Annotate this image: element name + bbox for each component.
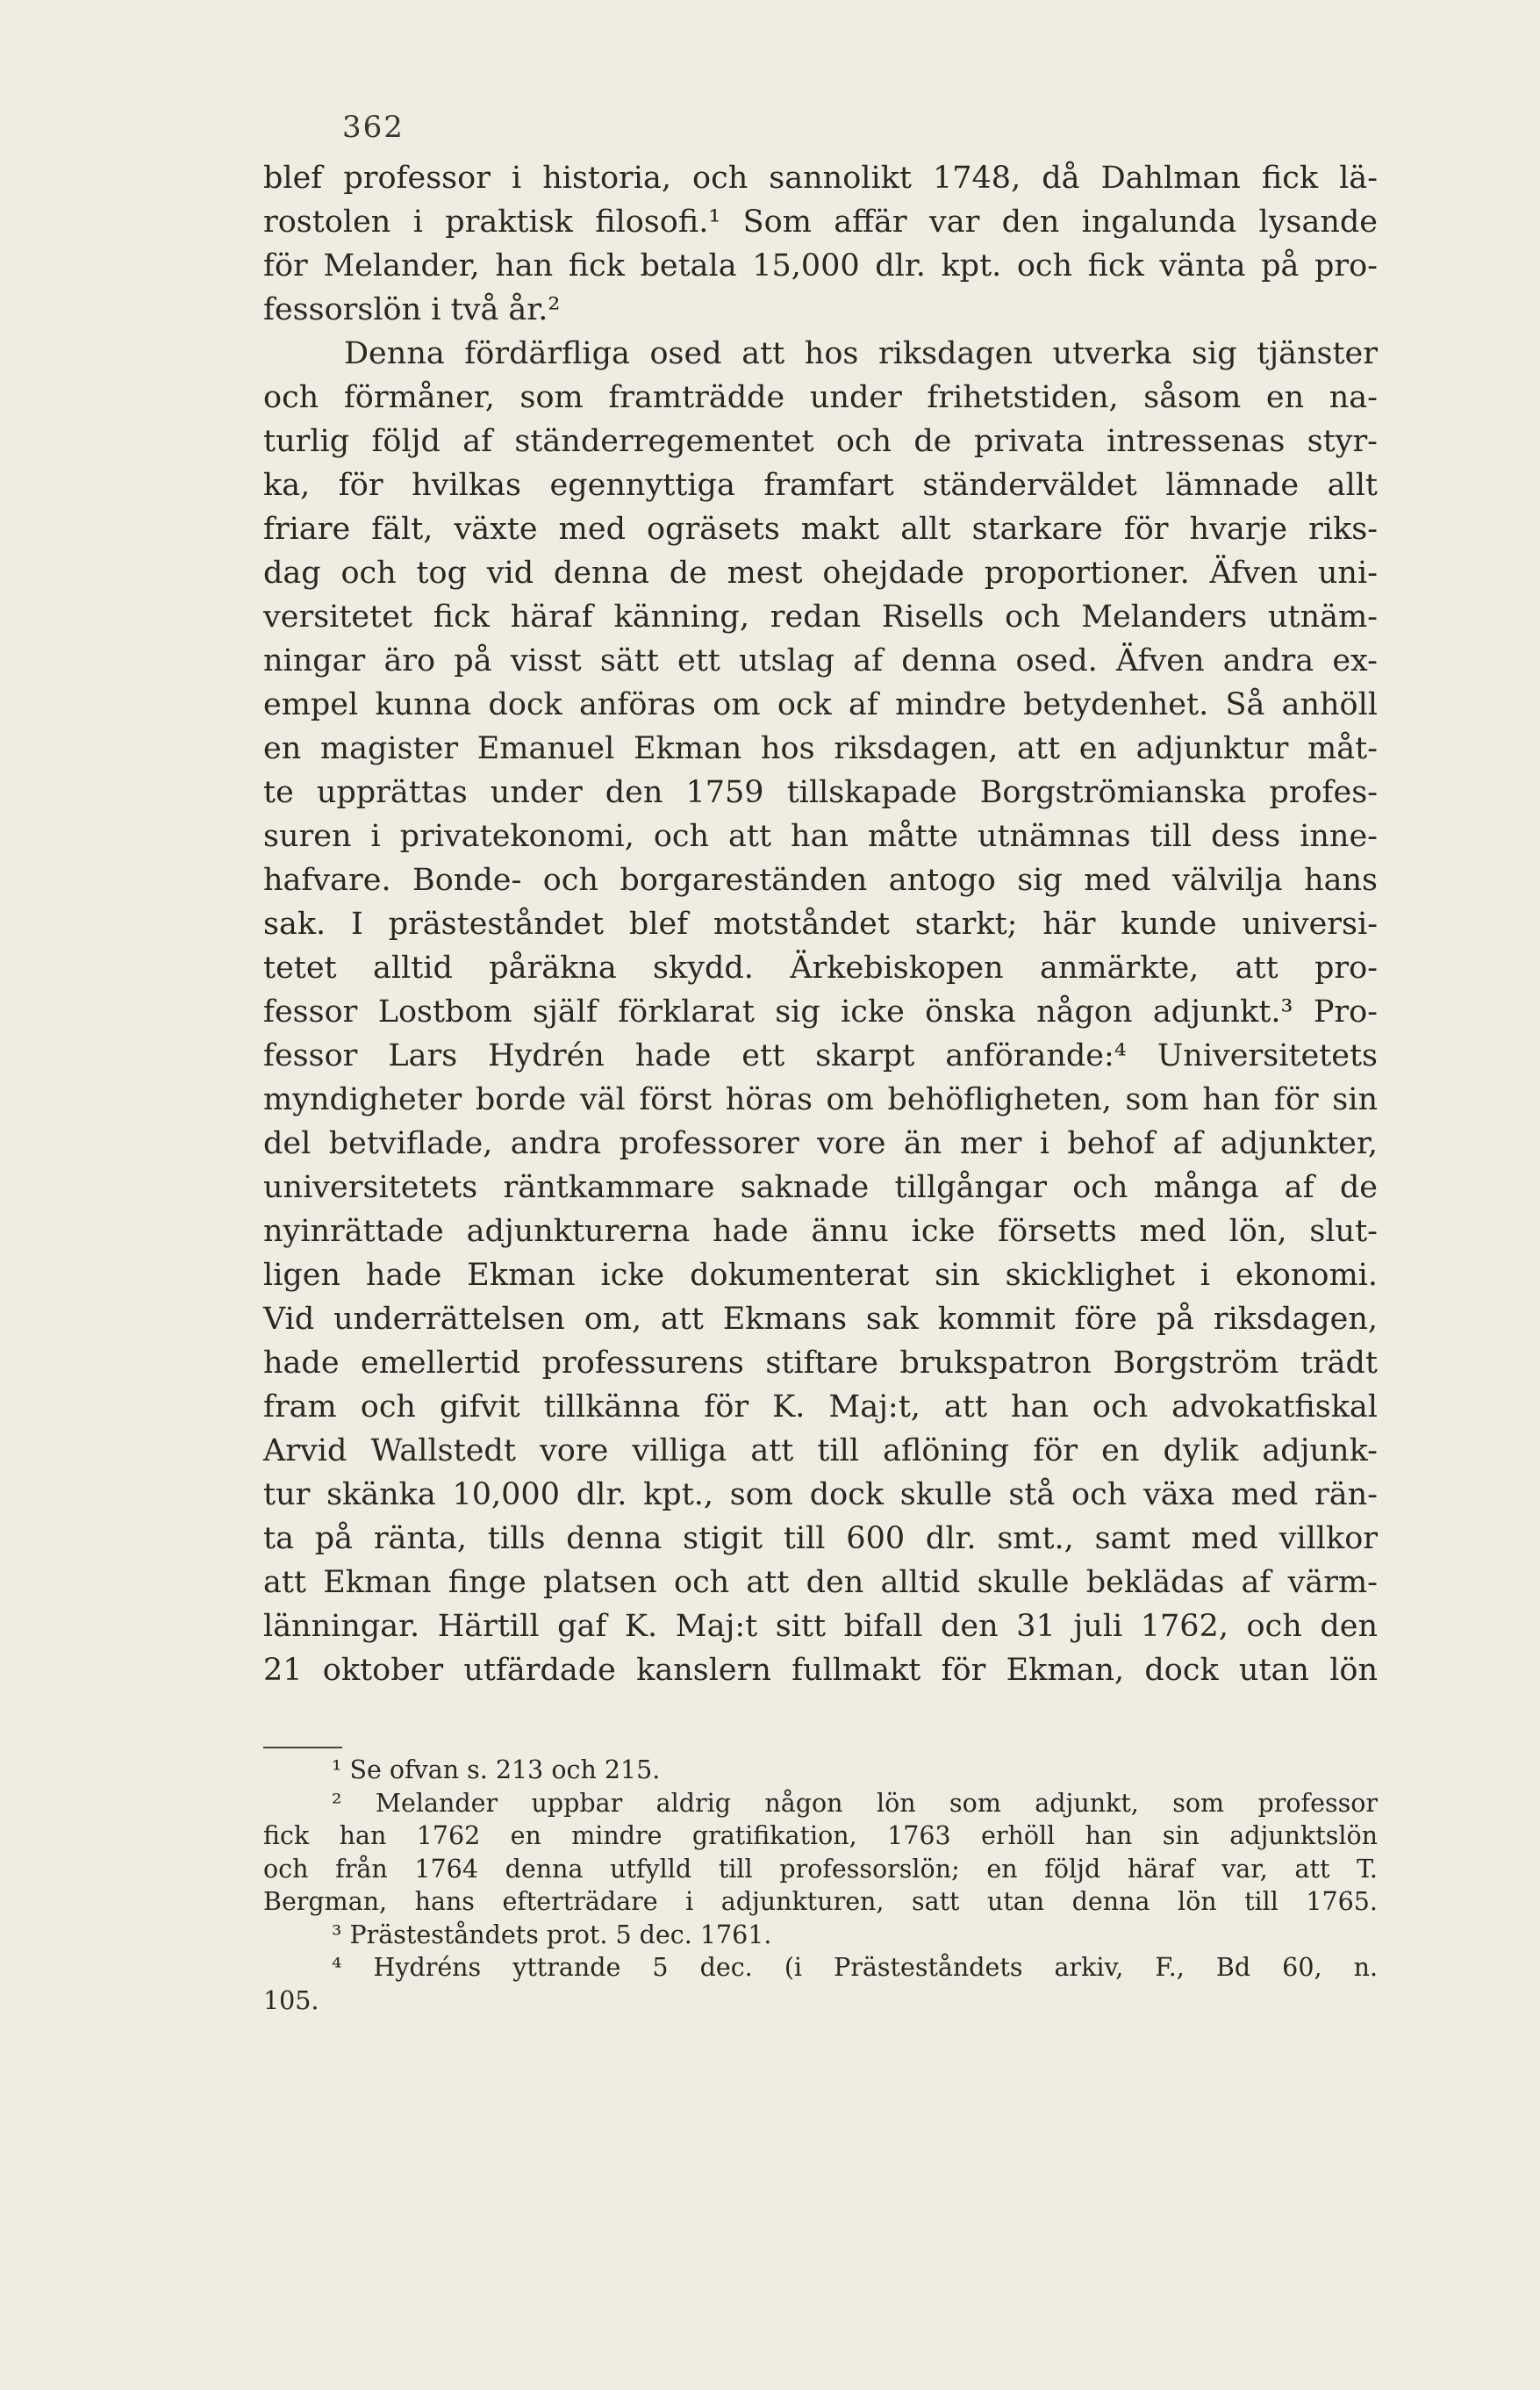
text-line: nyinrättade adjunkturerna hade ännu icke försetts med lön, slut- <box>263 1214 1378 1249</box>
text-line: fram och gifvit tillkänna för K. Maj:t, att han och advokatfiskal <box>263 1389 1378 1425</box>
text-line: friare fält, växte med ogräsets makt allt starkare för hvarje riks- <box>263 512 1378 547</box>
text-line: ka, för hvilkas egennyttiga framfart ständerväldet lämnade allt <box>263 468 1378 503</box>
text-line: hade emellertid professurens stiftare brukspatron Borgström trädt <box>263 1346 1378 1381</box>
footnote-line: Bergman, hans efterträdare i adjunkturen, satt utan denna lön till 1765. <box>263 1887 1378 1916</box>
text-line: Arvid Wallstedt vore villiga att till aflöning för en dylik adjunk- <box>263 1433 1378 1468</box>
text-line: ta på ränta, tills denna stigit till 600 dlr. smt., samt med villkor <box>263 1521 1378 1556</box>
text-line: turlig följd af ständerregementet och de privata intressenas styr- <box>263 424 1378 459</box>
text-line: Denna fördärfliga osed att hos riksdagen utverka sig tjänster <box>344 336 1378 371</box>
text-line: myndigheter borde väl först höras om behöfligheten, som han för sin <box>263 1082 1378 1117</box>
text-line: länningar. Härtill gaf K. Maj:t sitt bifall den 31 juli 1762, och den <box>263 1609 1378 1644</box>
text-line: te upprättas under den 1759 tillskapade Borgströmianska profes- <box>263 775 1378 810</box>
text-line: rostolen i praktisk filosofi.¹ Som affär var den ingalunda lysande <box>263 205 1378 240</box>
text-line: för Melander, han fick betala 15,000 dlr. kpt. och fick vänta på pro- <box>263 248 1378 283</box>
body-text <box>263 156 1378 1692</box>
footnote-line: och från 1764 denna utfylld till professorslön; en följd häraf var, att T. <box>263 1854 1378 1884</box>
footnote-line: ³ Prästeståndets prot. 5 dec. 1761. <box>332 1920 772 1949</box>
footnote-line: 105. <box>263 1985 319 2015</box>
text-line: 21 oktober utfärdade kanslern fullmakt för Ekman, dock utan lön <box>263 1653 1378 1688</box>
text-line: Vid underrättelsen om, att Ekmans sak kommit före på riksdagen, <box>263 1302 1378 1337</box>
text-line: ningar äro på visst sätt ett utslag af denna osed. Äfven andra ex- <box>263 643 1378 678</box>
text-line: och förmåner, som framträdde under frihetstiden, såsom en na- <box>263 380 1378 415</box>
text-line: versitetet fick häraf känning, redan Risells och Melanders utnäm- <box>263 599 1378 635</box>
footnote-line: ¹ Se ofvan s. 213 och 215. <box>332 1755 661 1784</box>
text-line: del betviflade, andra professorer vore än mer i behof af adjunkter, <box>263 1126 1378 1161</box>
footnote-line: ⁴ Hydréns yttrande 5 dec. (i Prästeståndets arkiv, F., Bd 60, n. <box>332 1953 1378 1982</box>
text-line: universitetets räntkammare saknade tillgångar och många af de <box>263 1170 1378 1205</box>
text-line: fessorslön i två år.² <box>263 292 561 327</box>
text-line: en magister Emanuel Ekman hos riksdagen, att en adjunktur måt- <box>263 731 1378 766</box>
text-line: tetet alltid påräkna skydd. Ärkebiskopen anmärkte, att pro- <box>263 951 1378 986</box>
text-line: blef professor i historia, och sannolikt 1748, då Dahlman fick lä- <box>263 161 1378 196</box>
footnotes <box>263 1754 1378 2017</box>
text-line: dag och tog vid denna de mest ohejdade proportioner. Äfven uni- <box>263 556 1378 591</box>
text-line: suren i privatekonomi, och att han måtte utnämnas till dess inne- <box>263 819 1378 854</box>
text-line: att Ekman finge platsen och att den alltid skulle beklädas af värm- <box>263 1565 1378 1600</box>
text-line: tur skänka 10,000 dlr. kpt., som dock skulle stå och växa med rän- <box>263 1477 1378 1512</box>
text-line: sak. I prästeståndet blef motståndet starkt; här kunde universi- <box>263 907 1378 942</box>
text-line: ligen hade Ekman icke dokumenterat sin skicklighet i ekonomi. <box>263 1258 1378 1293</box>
text-line: fessor Lars Hydrén hade ett skarpt anförande:⁴ Universitetets <box>263 1038 1378 1073</box>
footnote-rule <box>263 1747 342 1748</box>
text-line: fessor Lostbom själf förklarat sig icke önska någon adjunkt.³ Pro- <box>263 994 1378 1030</box>
footnote-line: ² Melander uppbar aldrig någon lön som adjunkt, som professor <box>332 1788 1378 1818</box>
page-number: 362 <box>342 110 405 145</box>
text-line: hafvare. Bonde- och borgareständen antogo sig med välvilja hans <box>263 863 1378 898</box>
footnote-line: fick han 1762 en mindre gratifikation, 1763 erhöll han sin adjunktslön <box>263 1821 1378 1850</box>
text-line: empel kunna dock anföras om ock af mindre betydenhet. Så anhöll <box>263 687 1378 722</box>
